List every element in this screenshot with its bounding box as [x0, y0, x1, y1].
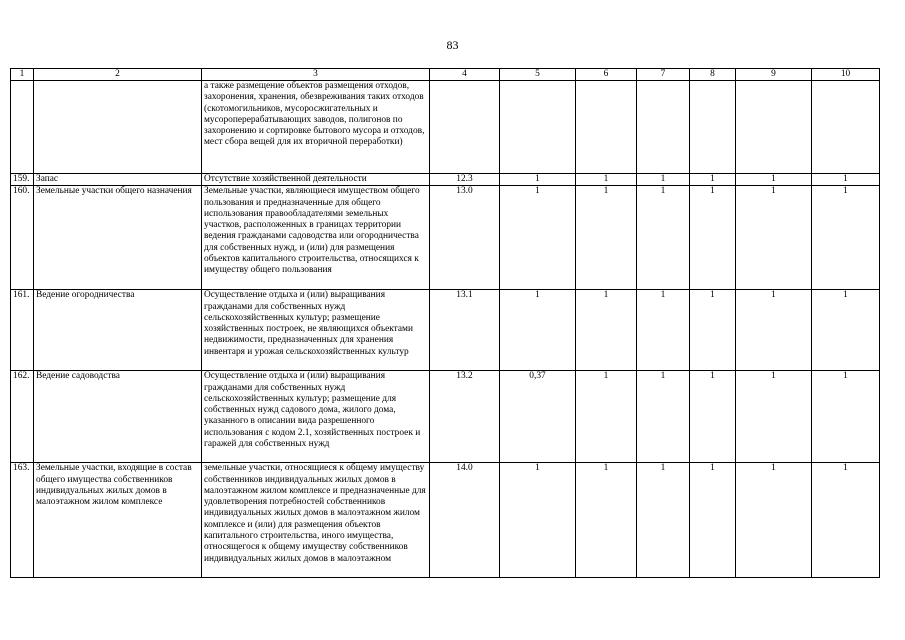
row-description: Земельные участки, являющиеся имуществом общего пользования и предназначенные для общего использования правообладателями земельных участков, расположенных в границах территории ведения гражданами садоводства или огородничества для собственных нужд, и (или) для размещения объектов капитального строительства, относящихся к имуществу общего пользования — [202, 186, 430, 290]
row-value: 1 — [690, 290, 736, 371]
row-value: 1 — [500, 186, 576, 290]
row-value: 1 — [500, 463, 576, 578]
land-use-table — [10, 68, 880, 578]
row-value — [637, 81, 690, 174]
row-name: Ведение садоводства — [34, 371, 202, 463]
header-cell: 6 — [576, 69, 637, 81]
row-value — [690, 81, 736, 174]
row-value — [736, 81, 812, 174]
row-name — [34, 81, 202, 174]
row-value: 0,37 — [500, 371, 576, 463]
row-value: 1 — [690, 186, 736, 290]
header-cell: 8 — [690, 69, 736, 81]
row-code: 13.0 — [430, 186, 500, 290]
header-cell: 2 — [34, 69, 202, 81]
row-value: 1 — [576, 463, 637, 578]
row-value: 1 — [812, 186, 880, 290]
header-cell: 9 — [736, 69, 812, 81]
row-value: 1 — [637, 463, 690, 578]
row-description: Отсутствие хозяйственной деятельности — [202, 174, 430, 186]
row-number: 162. — [11, 371, 34, 463]
row-value: 1 — [576, 186, 637, 290]
row-value: 1 — [637, 371, 690, 463]
table-row — [11, 371, 880, 463]
row-name: Ведение огородничества — [34, 290, 202, 371]
row-value: 1 — [576, 290, 637, 371]
header-cell: 4 — [430, 69, 500, 81]
header-cell: 7 — [637, 69, 690, 81]
row-value: 1 — [637, 174, 690, 186]
row-code: 12.3 — [430, 174, 500, 186]
row-value — [500, 81, 576, 174]
header-row — [11, 69, 880, 81]
row-value: 1 — [736, 174, 812, 186]
row-value: 1 — [812, 290, 880, 371]
row-value: 1 — [637, 186, 690, 290]
row-number: 163. — [11, 463, 34, 578]
row-name: Земельные участки, входящие в состав общего имущества собственников индивидуальных жилых домов в малоэтажном жилом комплексе — [34, 463, 202, 578]
row-value: 1 — [736, 463, 812, 578]
row-description: а также размещение объектов размещения отходов, захоронения, хранения, обезвреживания таких отходов (скотомогильников, мусоросжигательных и мусороперерабатывающих заводов, полигонов по захоронению и сортировке бытового мусора и отходов, мест сбора вещей для их вторичной переработки) — [202, 81, 430, 174]
row-description: Осуществление отдыха и (или) выращивания гражданами для собственных нужд сельскохозяйственных культур; размещение хозяйственных построек, не являющихся объектами недвижимости, предназначенных для хранения инвентаря и урожая сельскохозяйственных культур — [202, 290, 430, 371]
row-code: 13.1 — [430, 290, 500, 371]
row-value: 1 — [812, 371, 880, 463]
row-number: 159. — [11, 174, 34, 186]
row-value — [812, 81, 880, 174]
header-cell: 1 — [11, 69, 34, 81]
row-value: 1 — [690, 371, 736, 463]
table-row — [11, 290, 880, 371]
row-value: 1 — [736, 290, 812, 371]
row-value: 1 — [812, 174, 880, 186]
table-row — [11, 174, 880, 186]
row-description: земельные участки, относящиеся к общему имуществу собственников индивидуальных жилых домов в малоэтажном жилом комплексе и предназначенные для удовлетворения потребностей собственников индивидуальных жилых домов в малоэтажном жилом комплексе и (или) для размещения объектов капитального строительства, иного имущества, относящегося к общему имуществу собственников индивидуальных жилых домов в малоэтажном — [202, 463, 430, 578]
row-value — [576, 81, 637, 174]
row-value: 1 — [500, 174, 576, 186]
row-code: 14.0 — [430, 463, 500, 578]
row-number: 160. — [11, 186, 34, 290]
header-cell: 5 — [500, 69, 576, 81]
row-number — [11, 81, 34, 174]
row-name: Запас — [34, 174, 202, 186]
row-value: 1 — [690, 463, 736, 578]
row-code — [430, 81, 500, 174]
header-cell: 3 — [202, 69, 430, 81]
table-row — [11, 186, 880, 290]
row-value: 1 — [736, 371, 812, 463]
header-cell: 10 — [812, 69, 880, 81]
row-value: 1 — [690, 174, 736, 186]
row-value: 1 — [576, 174, 637, 186]
row-value: 1 — [500, 290, 576, 371]
row-value: 1 — [736, 186, 812, 290]
table-row — [11, 463, 880, 578]
row-code: 13.2 — [430, 371, 500, 463]
page-number: 83 — [446, 38, 459, 52]
row-description: Осуществление отдыха и (или) выращивания гражданами для собственных нужд сельскохозяйственных культур; размещение для собственных нужд садового дома, жилого дома, указанного в описании вида разрешенного использования с кодом 2.1, хозяйственных построек и гаражей для собственных нужд — [202, 371, 430, 463]
row-value: 1 — [637, 290, 690, 371]
row-name: Земельные участки общего назначения — [34, 186, 202, 290]
row-value: 1 — [576, 371, 637, 463]
table-row — [11, 81, 880, 174]
row-value: 1 — [812, 463, 880, 578]
row-number: 161. — [11, 290, 34, 371]
